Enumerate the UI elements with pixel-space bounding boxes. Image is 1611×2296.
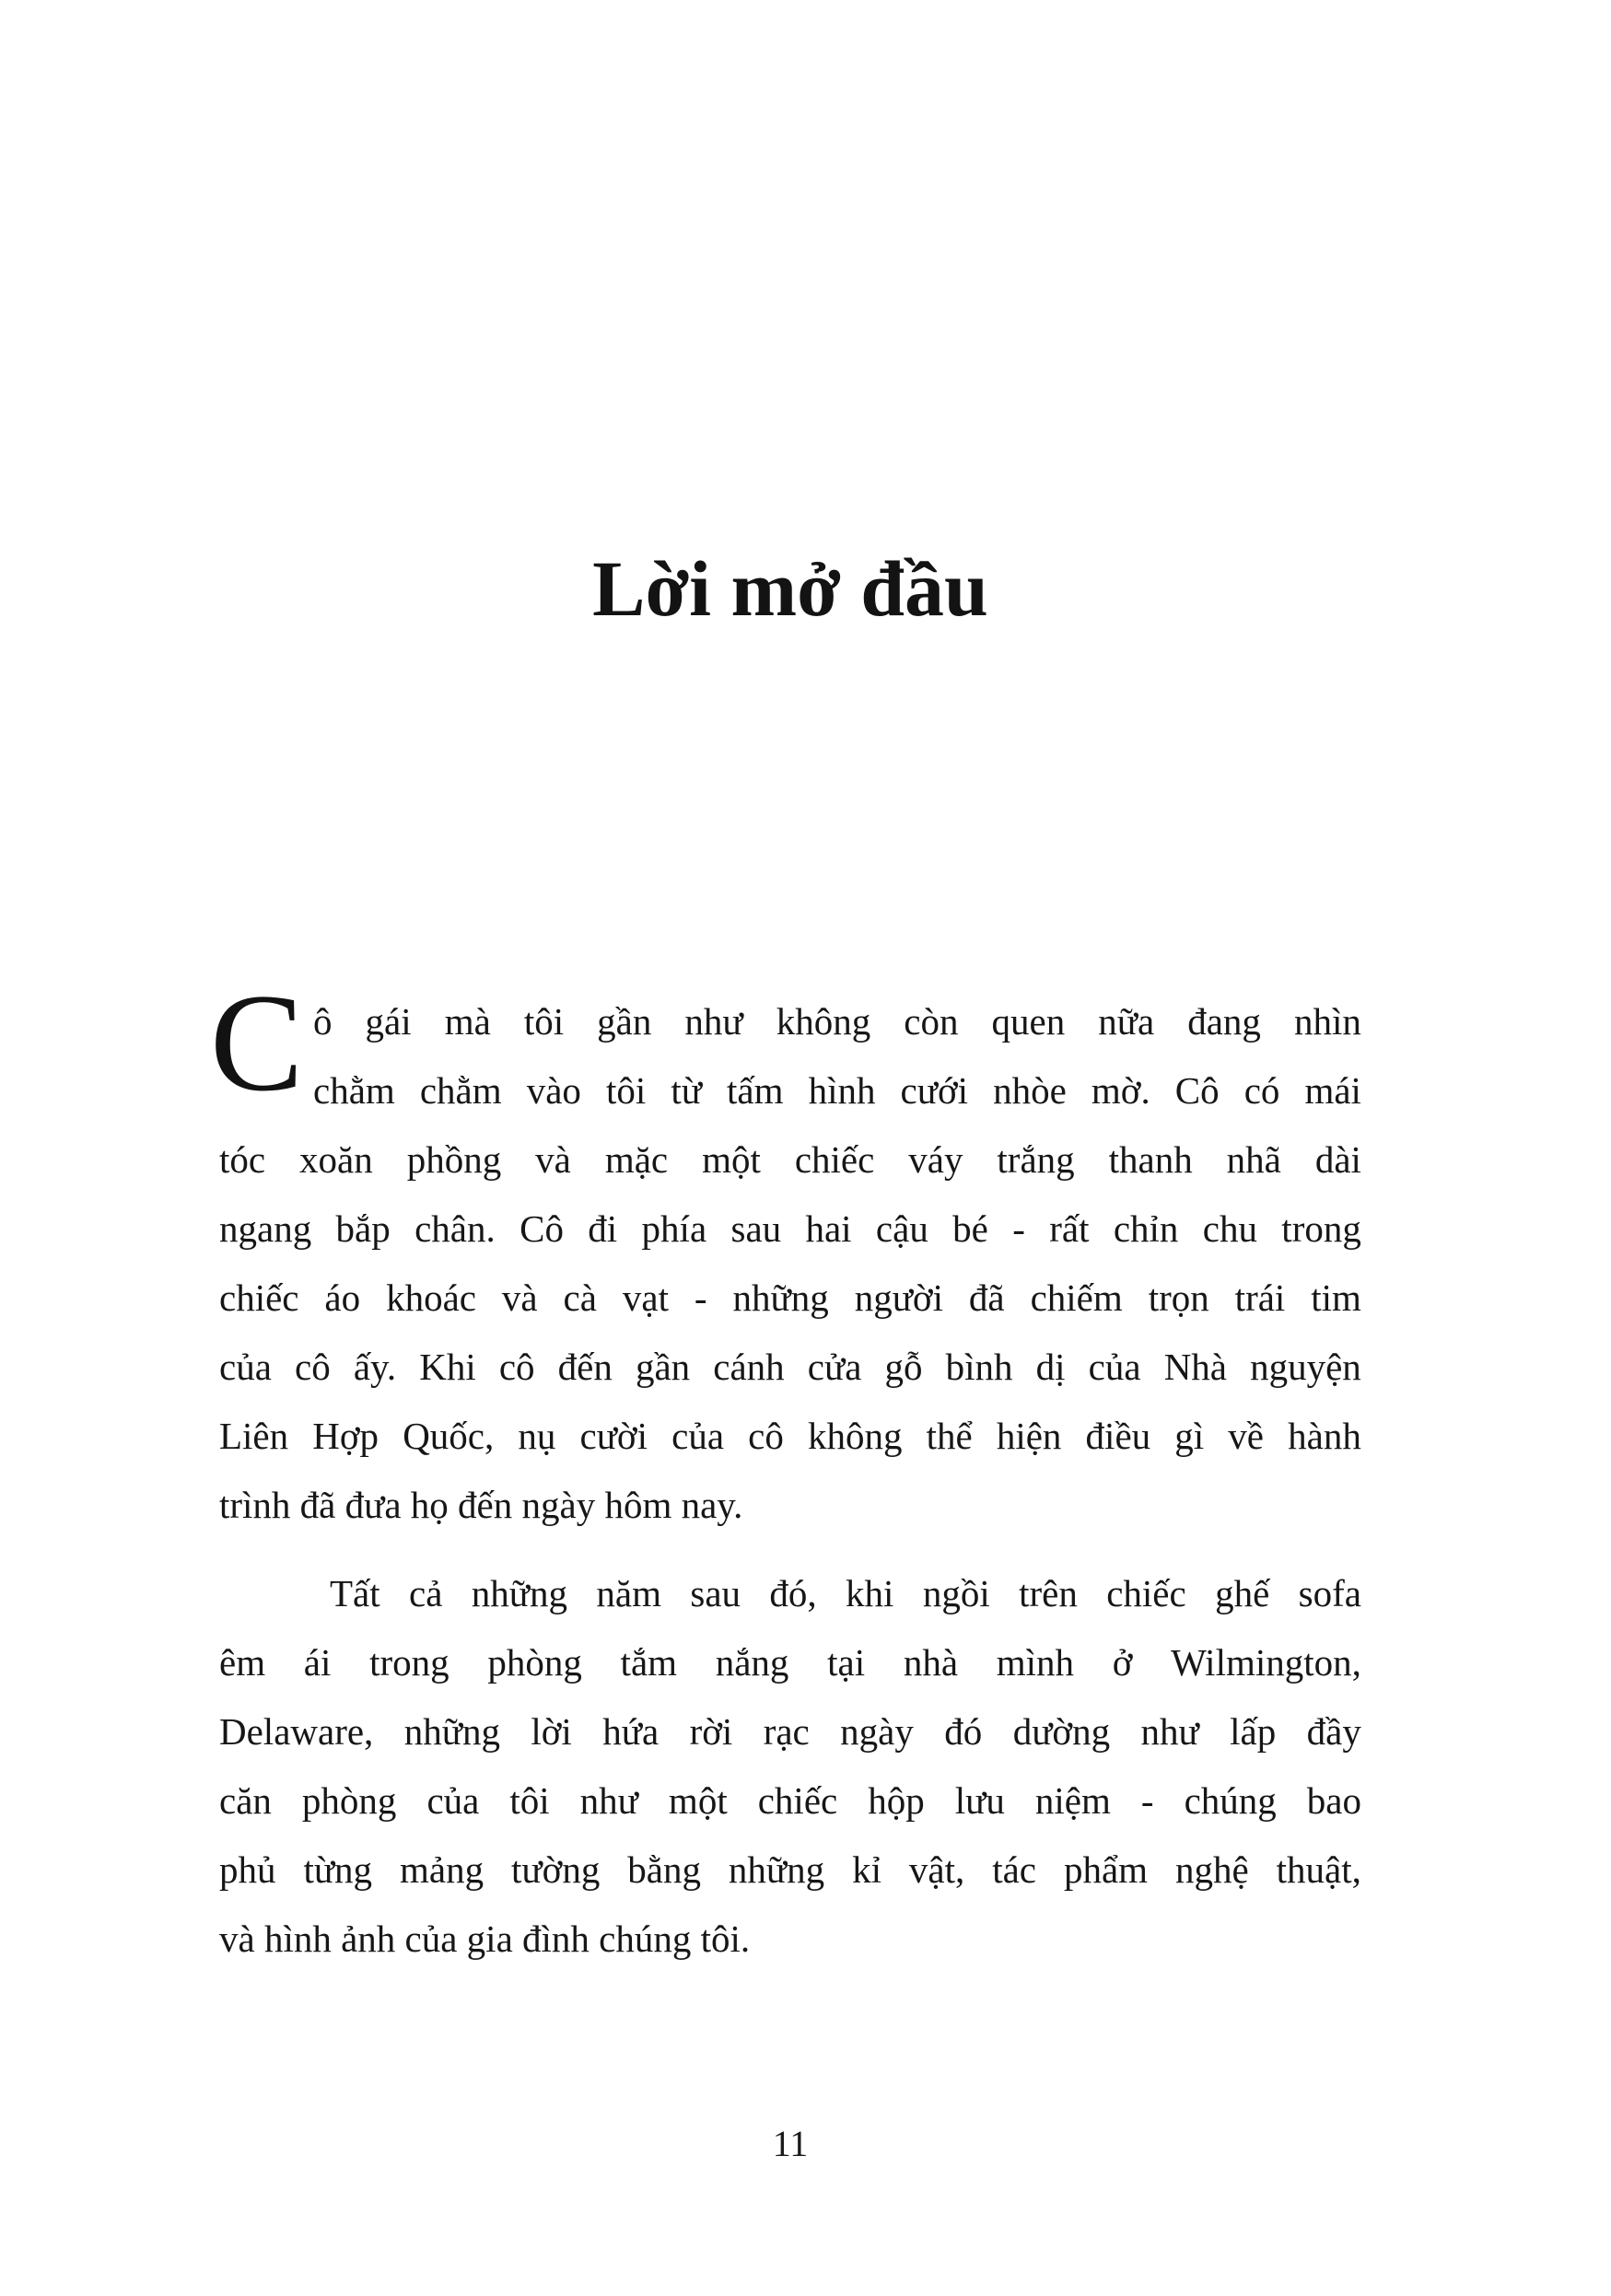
body-line: chiếc áo khoác và cà vạt - những người đã chiếm trọn trái tim xyxy=(219,1276,1361,1319)
body-line: ngang bắp chân. Cô đi phía sau hai cậu bé - rất chỉn chu trong xyxy=(219,1207,1361,1250)
body-line: và hình ảnh của gia đình chúng tôi. xyxy=(219,1917,751,1960)
body-line: Tất cả những năm sau đó, khi ngồi trên chiếc ghế sofa xyxy=(330,1572,1361,1614)
body-line: tóc xoăn phồng và mặc một chiếc váy trắng thanh nhã dài xyxy=(219,1138,1361,1181)
body-line: êm ái trong phòng tắm nắng tại nhà mình ở Wilmington, xyxy=(219,1641,1361,1684)
paragraph-2 xyxy=(219,1559,1361,1974)
body-line: của cô ấy. Khi cô đến gần cánh cửa gỗ bình dị của Nhà nguyện xyxy=(219,1346,1361,1388)
body-line: ô gái mà tôi gần như không còn quen nữa đang nhìn xyxy=(313,1000,1361,1043)
page-number: 11 xyxy=(772,2123,809,2164)
body-line: chằm chằm vào tôi từ tấm hình cưới nhòe mờ. Cô có mái xyxy=(313,1069,1361,1112)
chapter-title: Lời mở đầu xyxy=(592,544,988,633)
drop-cap: C xyxy=(210,965,304,1120)
body-line: phủ từng mảng tường bằng những kỉ vật, tác phẩm nghệ thuật, xyxy=(219,1848,1361,1891)
body-line: Delaware, những lời hứa rời rạc ngày đó dường như lấp đầy xyxy=(219,1710,1361,1753)
body-line: Liên Hợp Quốc, nụ cười của cô không thể hiện điều gì về hành xyxy=(219,1415,1361,1457)
body-text xyxy=(210,965,1361,1974)
paragraph-1 xyxy=(210,965,1361,1540)
body-line: căn phòng của tôi như một chiếc hộp lưu niệm - chúng bao xyxy=(219,1779,1361,1822)
body-line: trình đã đưa họ đến ngày hôm nay. xyxy=(219,1484,743,1526)
